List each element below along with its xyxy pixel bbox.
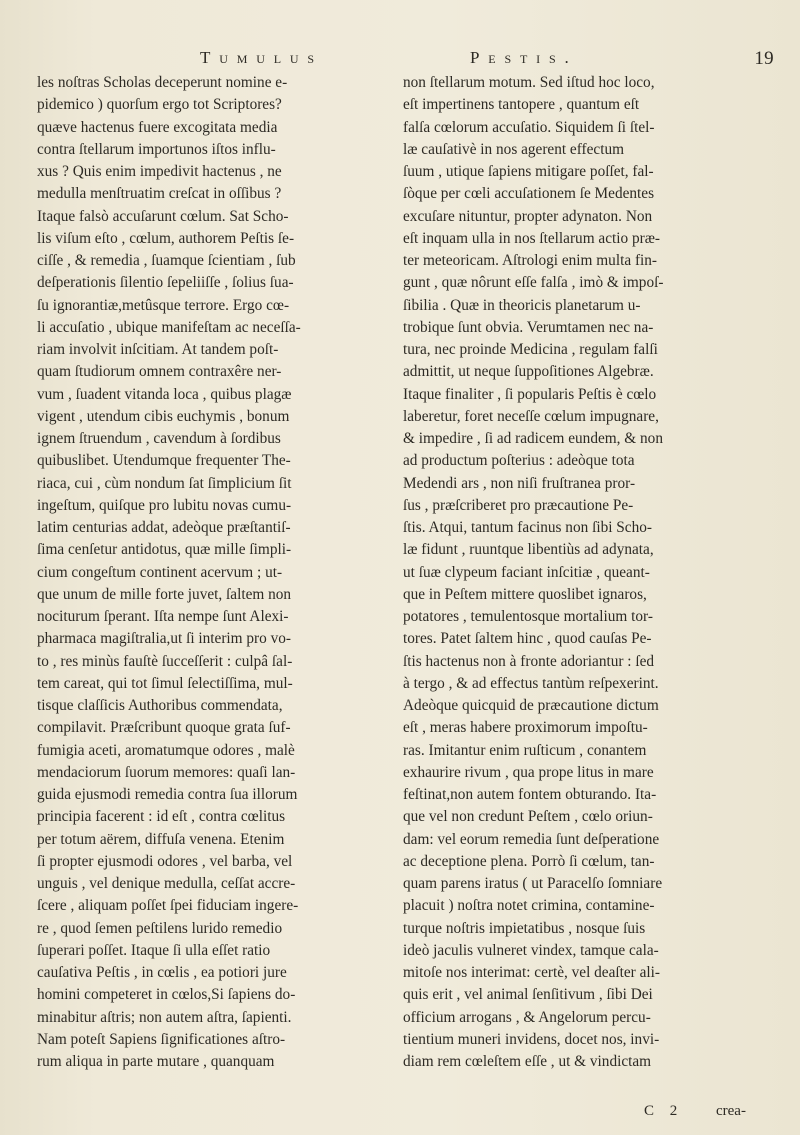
text-line: gunt , quæ nôrunt eſſe falſa , imò & impoſ- (403, 274, 664, 292)
text-line: ter meteoricam. Aſtrologi enim multa fin- (403, 252, 658, 269)
text-line: ad productum poſterius : adeòque tota (403, 452, 635, 470)
text-line: ciſſe , & remedia , ſuamque ſcientiam , ſub (37, 252, 296, 269)
text-line: tura, nec proinde Medicina , regulam falſi (403, 341, 658, 358)
text-line: medulla menſtruatim creſcat in oſſibus ? (37, 185, 282, 203)
text-line: ideò jaculis vulneret vindex, tamque cala- (403, 941, 659, 959)
text-line: Medendi ars , non niſi fruſtranea pror- (403, 474, 636, 492)
text-line: cauſativa Peſtis , in cœlis , ea potiori jure (37, 964, 287, 981)
text-line: Itaque falsò accuſarunt cœlum. Sat Scho- (37, 207, 289, 225)
text-line: quam ſtudiorum omnem contraxêre ner- (37, 363, 282, 381)
text-line: principia facerent : id eſt , contra cœlitus (37, 808, 286, 826)
text-line: ſu ignorantiæ,metûsque terrore. Ergo cœ- (37, 296, 290, 314)
text-line: ſtis. Atqui, tantum facinus non ſibi Scho- (403, 519, 652, 536)
text-line: eſt , meras habere proximorum impoſtu- (403, 719, 648, 737)
text-line: mitoſe nos interimat: certè, vel deaſter ali- (403, 964, 660, 981)
text-line: eſt inquam ulla in nos ſtellarum actio præ- (403, 229, 661, 247)
text-line: minabitur aſtris; non autem aſtra, ſapienti. (37, 1008, 292, 1026)
text-line: placuit ) noſtra notet crimina, contamine- (403, 897, 655, 915)
text-line: quibuslibet. Utendumque frequenter The- (37, 452, 291, 470)
text-line: & impedire , ſi ad radicem eundem, & non (403, 430, 663, 447)
text-line: ſi propter ejusmodi odores , vel barba, vel (37, 852, 293, 870)
text-line: ras. Imitantur enim ruſticum , conantem (403, 741, 647, 759)
text-line: tores. Patet ſaltem hinc , quod cauſas Pe- (403, 630, 652, 648)
text-line: les noſtras Scholas deceperunt nomine e- (37, 74, 288, 91)
text-line: ut ſuæ clypeum faciant inſcitiæ , queant- (403, 563, 650, 581)
text-line: ingeſtum, quiſque pro lubitu novas cumu- (37, 496, 292, 514)
text-line: pharmaca magiſtralia,ut ſi interim pro vo- (37, 630, 292, 648)
text-line: excuſare nituntur, propter adynaton. Non (403, 207, 653, 225)
text-line: Itaque finaliter , ſi popularis Peſtis è cœlo (403, 385, 657, 403)
right-text-column (403, 72, 765, 1073)
text-line: à tergo , & ad effectus tantùm reſpexerint. (403, 674, 659, 692)
text-line: riam involvit inſcitiam. At tandem poſt- (37, 341, 279, 358)
catchword: crea- (716, 1103, 746, 1119)
text-line: laberetur, foret neceſſe cœlum impugnare, (403, 407, 659, 425)
text-line: ſibilia . Quæ in theoricis planetarum u- (403, 296, 641, 314)
text-line: ac deceptione plena. Porrò ſi cœlum, tan- (403, 852, 655, 870)
text-line: quæve hactenus fuere excogitata media (37, 118, 278, 136)
text-line: cium congeſtum continent acervum ; ut- (37, 563, 283, 581)
text-line: guida ejusmodi remedia contra ſua illorum (37, 786, 298, 803)
text-line: rum aliqua in parte mutare , quanquam (37, 1053, 275, 1070)
text-line: pidemico ) quorſum ergo tot Scriptores? (37, 96, 282, 114)
text-line: non ſtellarum motum. Sed iſtud hoc loco, (403, 74, 655, 91)
text-line: ſcere , aliquam poſſet ſpei fiduciam ingere- (37, 897, 299, 915)
text-line: riaca, cui , cùm nondum ſat ſimplicium ſit (37, 474, 292, 492)
text-line: to , res minùs fauſtè ſucceſſerit : culpâ ſal- (37, 652, 293, 670)
text-line: vigent , utendum cibis euchymis , bonum (37, 407, 290, 425)
text-line: eſt impertinens tantopere , quantum eſt (403, 96, 640, 114)
text-line: contra ſtellarum importunos iſtos influ- (37, 140, 276, 158)
text-line: trobique ſunt obvia. Verumtamen nec na- (403, 318, 654, 336)
text-line: per totum aërem, diffuſa venena. Etenim (37, 830, 285, 848)
text-line: dam: vel eorum remedia ſunt deſperatione (403, 830, 660, 848)
text-line: tisque claſſicis Authoribus commendata, (37, 697, 283, 714)
text-line: ſuperari poſſet. Itaque ſi ulla eſſet ratio (37, 941, 271, 959)
running-title-right: Pestis. (470, 48, 578, 67)
text-line: latim centurias addat, adeòque præſtantiſ- (37, 519, 291, 536)
text-line: deſperationis ſilentio ſepeliiſſe , ſolius ſua- (37, 274, 294, 292)
text-line: admittit, ut neque ſuppoſitiones Algebræ. (403, 363, 654, 381)
text-line: falſa cœlorum accuſatio. Siquidem ſi ſtel- (403, 118, 655, 136)
text-line: ſima cenſetur antidotus, quæ mille ſimpli- (37, 541, 292, 559)
text-line: quis erit , vel animal ſenſitivum , ſibi Dei (403, 986, 653, 1004)
page-number: 19 (754, 48, 774, 69)
text-line: ſus , præſcriberet pro præcautione Pe- (403, 496, 634, 514)
text-line: turque noſtris impietatibus , nosque ſuis (403, 919, 646, 937)
text-line: quam parens iratus ( ut Paracelſo ſomniare (403, 875, 663, 892)
text-line: unguis , vel denique medulla, ceſſat accre- (37, 875, 296, 892)
left-text-column (37, 72, 393, 1073)
text-line: que unum de mille forte juvet, ſaltem non (37, 585, 292, 603)
text-line: feſtinat,non autem fontem obturando. Ita- (403, 786, 657, 803)
text-line: læ fidunt , ruuntque libentiùs ad adynata, (403, 541, 654, 559)
running-title-left: Tumulus (200, 48, 323, 67)
text-line: tem careat, qui tot ſimul ſelectiſſima, mul- (37, 674, 293, 692)
text-line: exhaurire rivum , qua prope litus in mare (403, 763, 654, 781)
text-line: nociturum ſperant. Iſta nempe ſunt Alexi- (37, 608, 289, 625)
text-line: fumigia aceti, aromatumque odores , malè (37, 741, 295, 759)
text-line: officium arrogans , & Angelorum percu- (403, 1008, 651, 1026)
text-line: que vel non credunt Peſtem , cœlo oriun- (403, 808, 653, 826)
text-line: li accuſatio , ubique manifeſtam ac neceſſa- (37, 318, 301, 336)
text-line: mendaciorum ſuorum memores: quaſi lan- (37, 763, 296, 781)
text-line: tientium muneri invidens, docet nos, invi- (403, 1030, 660, 1048)
text-line: diam rem cœleſtem eſſe , ut & vindictam (403, 1053, 652, 1070)
signature-mark: C 2 (644, 1103, 684, 1119)
text-line: compilavit. Præſcribunt quoque grata ſuf- (37, 719, 291, 737)
text-line: Nam poteſt Sapiens ſignificationes aſtro- (37, 1030, 286, 1048)
running-header (200, 48, 780, 74)
text-line: læ cauſativè in nos agerent effectum (403, 140, 625, 158)
text-line: homini competeret in cœlos,Si ſapiens do- (37, 986, 296, 1004)
text-line: ignem ſtruendum , cavendum à ſordibus (37, 430, 281, 447)
text-line: potatores , temulentosque mortalium tor- (403, 608, 653, 625)
text-line: re , quod ſemen peſtilens lurido remedio (37, 919, 283, 937)
text-line: xus ? Quis enim impedivit hactenus , ne (37, 163, 282, 180)
text-line: vum , ſuadent vitanda loca , quibus plagæ (37, 385, 292, 403)
text-line: que in Peſtem mittere quoslibet ignaros, (403, 585, 647, 603)
text-line: lis viſum eſto , cœlum, authorem Peſtis ſe- (37, 229, 295, 247)
text-line: Adeòque quicquid de præcautione dictum (403, 697, 659, 714)
text-line: ſuum , utique ſapiens mitigare poſſet, fal- (403, 163, 654, 180)
text-line: ſtis hactenus non à fronte adoriantur : ſed (403, 652, 655, 670)
text-line: ſòque per cœli accuſationem ſe Medentes (403, 185, 655, 203)
